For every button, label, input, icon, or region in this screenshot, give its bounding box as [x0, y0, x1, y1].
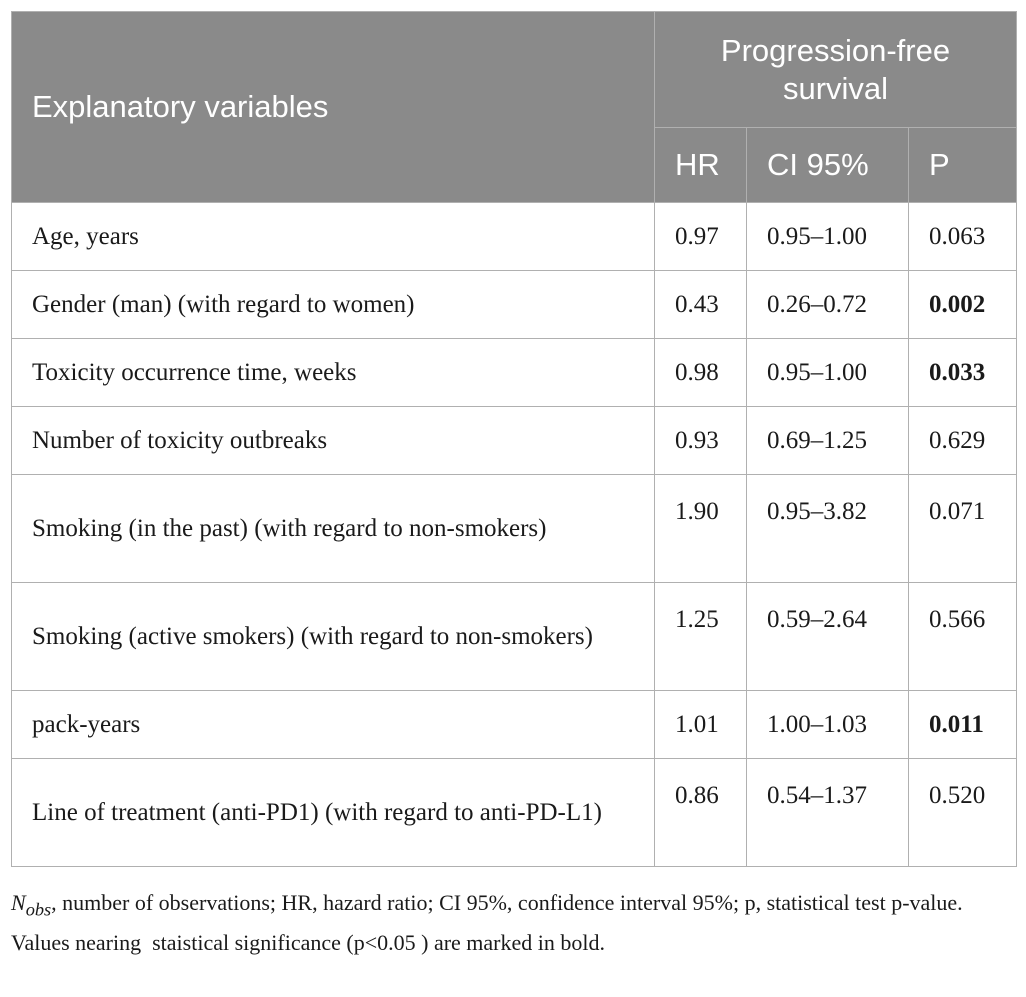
table-row — [12, 583, 1017, 691]
variable-cell: Line of treatment (anti-PD1) (with regard to anti-PD-L1) — [12, 759, 655, 867]
table-row — [12, 271, 1017, 339]
table-row — [12, 203, 1017, 271]
table-row — [12, 407, 1017, 475]
ci-cell: 0.69–1.25 — [747, 407, 909, 475]
hr-cell: 0.97 — [655, 203, 747, 271]
p-cell-significant: 0.011 — [909, 691, 1017, 759]
ci-cell: 0.95–3.82 — [747, 475, 909, 583]
footnote-abbreviations — [11, 886, 1021, 926]
p-cell: 0.566 — [909, 583, 1017, 691]
variable-cell: pack-years — [12, 691, 655, 759]
p-cell-significant: 0.033 — [909, 339, 1017, 407]
ci-cell: 0.59–2.64 — [747, 583, 909, 691]
p-cell: 0.629 — [909, 407, 1017, 475]
hr-cell: 1.25 — [655, 583, 747, 691]
group-header-line2: survival — [782, 70, 889, 106]
ci-cell: 0.54–1.37 — [747, 759, 909, 867]
ci-cell: 0.95–1.00 — [747, 203, 909, 271]
results-table — [11, 11, 1017, 867]
nobs-subscript: obs — [25, 899, 52, 920]
hr-cell: 0.86 — [655, 759, 747, 867]
variable-cell: Gender (man) (with regard to women) — [12, 271, 655, 339]
explanatory-variables-header: Explanatory variables — [12, 12, 655, 203]
table-row — [12, 339, 1017, 407]
ci-cell: 0.95–1.00 — [747, 339, 909, 407]
hr-cell: 1.01 — [655, 691, 747, 759]
ci-header: CI 95% — [747, 128, 909, 203]
table-footnote — [11, 886, 1021, 960]
table-row — [12, 691, 1017, 759]
ci-cell: 1.00–1.03 — [747, 691, 909, 759]
footnote-abbreviations-text: , number of observations; HR, hazard ratio; CI 95%, confidence interval 95%; p, statistical test p-value. — [51, 890, 963, 915]
table-header — [12, 12, 1017, 203]
p-cell: 0.063 — [909, 203, 1017, 271]
footnote-significance: Values nearing staistical significance (p<0.05 ) are marked in bold. — [11, 930, 605, 956]
variable-cell: Smoking (in the past) (with regard to non-smokers) — [12, 475, 655, 583]
table-body — [12, 203, 1017, 867]
group-header-line1: Progression-free — [720, 32, 951, 68]
hr-header: HR — [655, 128, 747, 203]
variable-cell: Age, years — [12, 203, 655, 271]
variable-cell: Number of toxicity outbreaks — [12, 407, 655, 475]
p-header: P — [909, 128, 1017, 203]
p-cell: 0.520 — [909, 759, 1017, 867]
p-cell: 0.071 — [909, 475, 1017, 583]
hr-cell: 0.98 — [655, 339, 747, 407]
hr-cell: 0.43 — [655, 271, 747, 339]
hr-cell: 0.93 — [655, 407, 747, 475]
nobs-symbol: N — [11, 890, 26, 915]
table-row — [12, 759, 1017, 867]
p-cell-significant: 0.002 — [909, 271, 1017, 339]
hr-cell: 1.90 — [655, 475, 747, 583]
variable-cell: Smoking (active smokers) (with regard to non-smokers) — [12, 583, 655, 691]
table-row — [12, 475, 1017, 583]
variable-cell: Toxicity occurrence time, weeks — [12, 339, 655, 407]
progression-free-survival-header — [655, 12, 1017, 128]
ci-cell: 0.26–0.72 — [747, 271, 909, 339]
